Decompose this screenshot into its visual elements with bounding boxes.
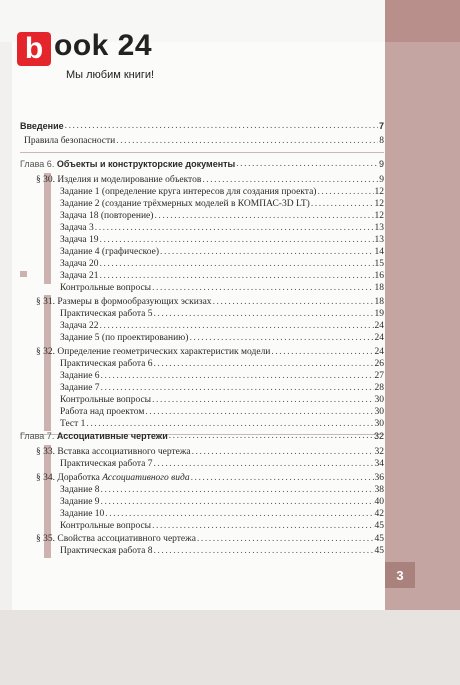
toc-entry-page: 40 bbox=[374, 497, 384, 507]
toc-entry-title: Введение bbox=[20, 121, 64, 131]
toc-entry-page: 8 bbox=[379, 136, 384, 146]
toc-entry-title: Задача 21 bbox=[60, 271, 99, 281]
logo-b-badge: b bbox=[17, 32, 51, 66]
toc-entry-title: Тест 1 bbox=[60, 419, 86, 429]
toc-entry-title: Задание 6 bbox=[60, 371, 100, 381]
toc-item[interactable] bbox=[60, 543, 384, 557]
section-bar bbox=[44, 173, 51, 284]
toc-entry-title: Задание 5 (по проектированию) bbox=[60, 333, 189, 343]
toc-entry-title: § 32. Определение геометрических характеристик модели bbox=[36, 347, 271, 357]
toc-chapter-7[interactable] bbox=[20, 428, 384, 442]
toc-entry-page: 42 bbox=[374, 509, 384, 519]
toc-entry-title: Правила безопасности bbox=[24, 136, 116, 146]
toc-safety[interactable] bbox=[24, 133, 384, 147]
toc-entry-page: 38 bbox=[374, 485, 384, 495]
toc-entry-page: 24 bbox=[374, 347, 384, 357]
book24-logo[interactable] bbox=[17, 29, 177, 87]
toc-entry-page: 13 bbox=[374, 235, 384, 245]
toc-entry-title: § 31. Размеры в формообразующих эскизах bbox=[36, 297, 212, 307]
toc-entry-page: 45 bbox=[374, 546, 384, 556]
toc-entry-title: Практическая работа 7 bbox=[60, 459, 153, 469]
toc-entry-title: Контрольные вопросы bbox=[60, 521, 152, 531]
toc-item[interactable] bbox=[60, 330, 384, 344]
toc-entry-page: 18 bbox=[374, 297, 384, 307]
toc-entry-title: Работа над проектом bbox=[60, 407, 145, 417]
toc-entry-page: 36 bbox=[374, 473, 384, 483]
right-color-band bbox=[385, 0, 460, 610]
toc-entry-page: 24 bbox=[374, 321, 384, 331]
toc-entry-title: Практическая работа 5 bbox=[60, 309, 153, 319]
toc-entry-title: Контрольные вопросы bbox=[60, 283, 152, 293]
toc-entry-page: 30 bbox=[374, 395, 384, 405]
toc-entry-page: 7 bbox=[378, 121, 384, 131]
toc-entry-page: 24 bbox=[374, 333, 384, 343]
toc-entry-page: 18 bbox=[374, 283, 384, 293]
toc-entry-page: 34 bbox=[374, 459, 384, 469]
toc-item[interactable] bbox=[60, 456, 384, 470]
toc-entry-title: § 34. Доработка Ассоциативного вида bbox=[36, 473, 190, 483]
toc-entry-title: Практическая работа 6 bbox=[60, 359, 153, 369]
toc-entry-title: Задание 4 (графическое) bbox=[60, 247, 160, 257]
page-number: 3 bbox=[385, 562, 415, 588]
toc-entry-title: Контрольные вопросы bbox=[60, 395, 152, 405]
toc-entry-title: Задача 3 bbox=[60, 223, 94, 233]
toc-intro[interactable] bbox=[20, 118, 384, 132]
toc-entry-page: 45 bbox=[374, 521, 384, 531]
toc-entry-page: 12 bbox=[374, 187, 384, 197]
right-band-top bbox=[385, 0, 460, 42]
toc-entry-page: 19 bbox=[374, 309, 384, 319]
toc-chapter-6[interactable] bbox=[20, 156, 384, 170]
toc-entry-page: 28 bbox=[374, 383, 384, 393]
toc-chapter-title: Глава 6. Объекты и конструкторские документы bbox=[20, 159, 236, 169]
toc-entry-title: § 30. Изделия и моделирование объектов bbox=[36, 175, 202, 185]
toc-entry-page: 9 bbox=[379, 175, 384, 185]
toc-entry-page: 26 bbox=[374, 359, 384, 369]
bottom-margin bbox=[0, 610, 460, 685]
toc-entry-title: Задание 2 (создание трёхмерных моделей в КОМПАС-3D LT) bbox=[60, 199, 310, 209]
toc-entry-title: Задача 22 bbox=[60, 321, 99, 331]
toc-entry-title: § 33. Вставка ассоциативного чертежа bbox=[36, 447, 191, 457]
toc-entry-title: Задание 10 bbox=[60, 509, 105, 519]
toc-entry-page: 32 bbox=[373, 431, 384, 441]
toc-item[interactable] bbox=[60, 518, 384, 532]
toc-entry-title: Задача 18 (повторение) bbox=[60, 211, 154, 221]
toc-entry-page: 16 bbox=[374, 271, 384, 281]
toc-entry-title: Задание 9 bbox=[60, 497, 100, 507]
logo-slogan: Мы любим книги! bbox=[66, 69, 155, 81]
toc-entry-title: Задание 1 (определение круга интересов для создания проекта) bbox=[60, 187, 317, 197]
toc-entry-page: 9 bbox=[378, 159, 384, 169]
toc-entry-page: 45 bbox=[374, 534, 384, 544]
toc-entry-page: 30 bbox=[374, 407, 384, 417]
toc-entry-page: 12 bbox=[374, 211, 384, 221]
toc-entry-title: Задание 7 bbox=[60, 383, 100, 393]
toc-entry-title: § 35. Свойства ассоциативного чертежа bbox=[36, 534, 196, 544]
toc-entry-page: 14 bbox=[374, 247, 384, 257]
toc-entry-title: Задача 19 bbox=[60, 235, 99, 245]
toc-entry-page: 27 bbox=[374, 371, 384, 381]
toc-entry-page: 12 bbox=[374, 199, 384, 209]
toc-entry-title: Задание 8 bbox=[60, 485, 100, 495]
toc-entry-page: 32 bbox=[374, 447, 384, 457]
toc-entry-title: Практическая работа 8 bbox=[60, 546, 153, 556]
toc-entry-page: 13 bbox=[374, 223, 384, 233]
toc-entry-page: 30 bbox=[374, 419, 384, 429]
toc-item[interactable] bbox=[60, 280, 384, 294]
toc-entry-title: Задача 20 bbox=[60, 259, 99, 269]
logo-text: ook 24 bbox=[54, 29, 153, 62]
toc-entry-page: 15 bbox=[374, 259, 384, 269]
toc-chapter-title: Глава 7. Ассоциативные чертежи bbox=[20, 431, 168, 441]
